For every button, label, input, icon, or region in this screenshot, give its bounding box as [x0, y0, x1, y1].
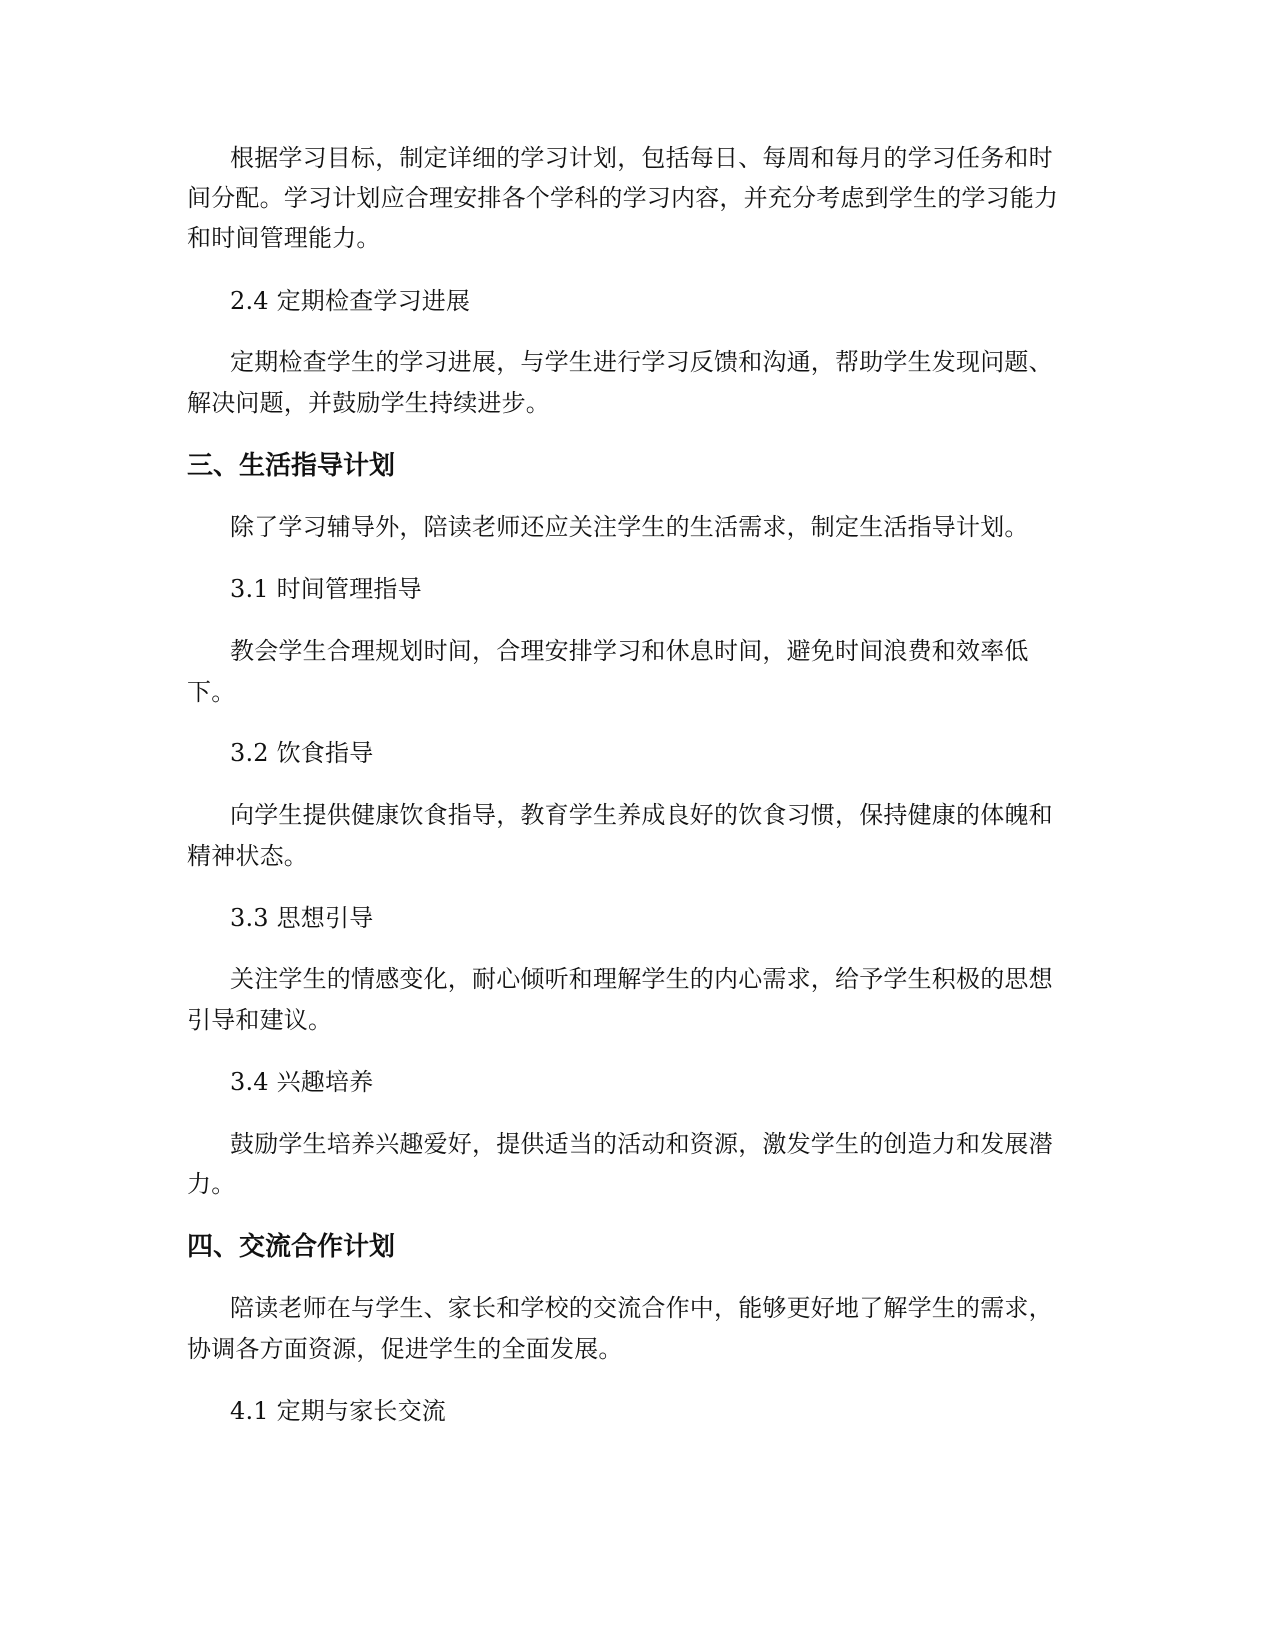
subsection-title-3-2: 3.2 饮食指导: [230, 739, 374, 767]
paragraph-line: 精神状态。: [187, 842, 308, 870]
paragraph-line: 力。: [187, 1170, 236, 1198]
paragraph-line: 引导和建议。: [187, 1006, 333, 1034]
paragraph-line: 除了学习辅导外，陪读老师还应关注学生的生活需求，制定生活指导计划。: [230, 513, 1029, 541]
paragraph-line: 协调各方面资源，促进学生的全面发展。: [187, 1335, 623, 1363]
paragraph-line: 和时间管理能力。: [187, 224, 381, 252]
subsection-title-3-3: 3.3 思想引导: [230, 904, 374, 932]
paragraph-line: 陪读老师在与学生、家长和学校的交流合作中，能够更好地了解学生的需求，: [230, 1294, 1053, 1322]
paragraph-line: 下。: [187, 678, 236, 706]
subsection-title-4-1: 4.1 定期与家长交流: [230, 1397, 446, 1425]
paragraph-line: 向学生提供健康饮食指导，教育学生养成良好的饮食习惯，保持健康的体魄和: [230, 801, 1053, 829]
section-heading-3: 三、生活指导计划: [187, 451, 396, 481]
paragraph-line: 教会学生合理规划时间，合理安排学习和休息时间，避免时间浪费和效率低: [230, 637, 1029, 665]
subsection-title-2-4: 2.4 定期检查学习进展: [230, 287, 471, 315]
subsection-title-3-1: 3.1 时间管理指导: [230, 575, 422, 603]
paragraph-line: 关注学生的情感变化，耐心倾听和理解学生的内心需求，给予学生积极的思想: [230, 965, 1053, 993]
subsection-title-3-4: 3.4 兴趣培养: [230, 1068, 374, 1096]
paragraph-line: 间分配。学习计划应合理安排各个学科的学习内容，并充分考虑到学生的学习能力: [187, 184, 1059, 212]
paragraph-line: 解决问题，并鼓励学生持续进步。: [187, 389, 550, 417]
section-heading-4: 四、交流合作计划: [187, 1232, 396, 1262]
paragraph-line: 定期检查学生的学习进展，与学生进行学习反馈和沟通，帮助学生发现问题、: [230, 348, 1053, 376]
paragraph-line: 根据学习目标，制定详细的学习计划，包括每日、每周和每月的学习任务和时: [230, 144, 1053, 172]
paragraph-line: 鼓励学生培养兴趣爱好，提供适当的活动和资源，激发学生的创造力和发展潜: [230, 1130, 1053, 1158]
